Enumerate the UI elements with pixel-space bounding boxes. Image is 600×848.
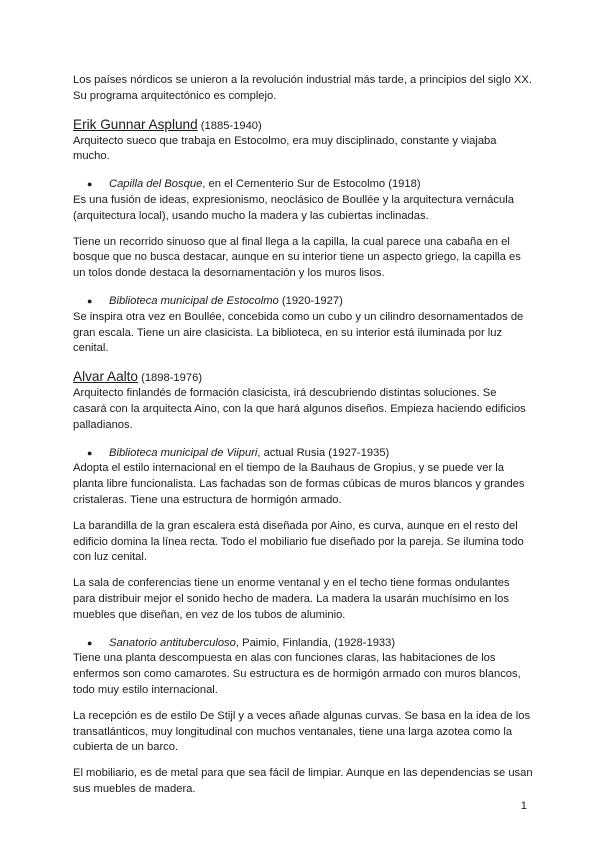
work-detail: , actual Rusia (1927-1935) [257,446,390,459]
intro-paragraph: Los países nórdicos se unieron a la revolución industrial más tarde, a principios del siglo XX. Su programa arquitectónico es complejo. [73,74,532,102]
work-bullet [73,446,533,462]
paragraph: La barandilla de la gran escalera está diseñada por Aino, es curva, aunque en el resto del edificio domina la línea recta. Todo el mobiliario fue diseñado por la pareja. Se ilumina todo con luz cenital. [73,519,524,564]
work-title: Capilla del Bosque [109,178,203,191]
work-detail: (1920-1927) [278,294,343,307]
work-title: Sanatorio antituberculoso [109,636,236,649]
work-title: Biblioteca municipal de Viipuri [109,446,258,459]
paragraph: Tiene una planta descompuesta en alas con funciones claras, las habitaciones de los enfermos son como camarotes. Su estructura es de hormigón armado con muros blancos, todo muy estilo internacional. [73,652,521,696]
bullet-icon: ● [87,179,93,190]
work-title: Biblioteca municipal de Estocolmo [109,294,279,307]
paragraph: Tiene un recorrido sinuoso que al final llega a la capilla, la cual parece una cabaña en el bosque que no busca destacar, aunque en su interior tiene un aspecto griego, la capilla es un tolos donde destaca la desornamentación y los muros lisos. [73,235,521,280]
work-detail: , Paimio, Finlandia, (1928-1933) [235,636,396,649]
architect-description: Arquitecto finlandés de formación clasicista, irá descubriendo distintas soluciones. Se casará con la arquitecta Aino, con la que hará algunos diseños. Empieza haciendo edificios palladianos. [73,387,526,431]
architect-dates: (1898-1976) [141,372,203,385]
architect-name: Alvar Aalto [73,369,138,385]
bullet-icon: ● [87,447,93,458]
section-heading-asplund [73,117,533,134]
paragraph: Se inspira otra vez en Boullée, concebida como un cubo y un cilindro desornamentados de gran escala. Tiene un aire clasicista. La biblioteca, en su interior está iluminada por luz cenital. [73,310,524,355]
paragraph: Adopta el estilo internacional en el tiempo de la Bauhaus de Gropius, y se puede ver la planta libre funcionalista. Las fachadas son de formas cúbicas de muros blancos y grandes cristaleras. Tiene una estructura de hormigón armado. [73,462,525,506]
work-detail: , en el Cementerio Sur de Estocolmo (1918) [202,178,421,191]
work-bullet [73,294,533,310]
paragraph: La recepción es de estilo De Stijl y a veces añade algunas curvas. Se basa en la idea de los transatlánticos, muy longitudinal con muchos ventanales, tiene una larga azotea como la cubierta de un barco. [73,709,531,754]
paragraph: Es una fusión de ideas, expresionismo, neoclásico de Boullée y la arquitectura vernácula (arquitectura local), usando mucho la madera y las cubiertas inclinadas. [73,193,514,222]
architect-description: Arquitecto sueco que trabaja en Estocolmo, era muy disciplinado, constante y viajaba mucho. [73,134,497,163]
page-content [73,73,533,808]
paragraph: La sala de conferencias tiene un enorme ventanal y en el techo tiene formas ondulantes para distribuir mejor el sonido hecho de madera. La madera la usarán muchísimo en los muebles que diseñan, en vez de los tubos de aluminio. [73,577,510,621]
section-heading-aalto [73,369,533,386]
work-bullet [73,636,533,652]
work-bullet [73,177,533,193]
page-number: 1 [520,800,527,812]
bullet-icon: ● [87,637,93,648]
architect-name: Erik Gunnar Asplund [73,116,198,132]
architect-dates: (1885-1940) [200,119,262,132]
bullet-icon: ● [87,295,93,306]
paragraph: El mobiliario, es de metal para que sea fácil de limpiar. Aunque en las dependencias se usan sus muebles de madera. [73,767,533,795]
